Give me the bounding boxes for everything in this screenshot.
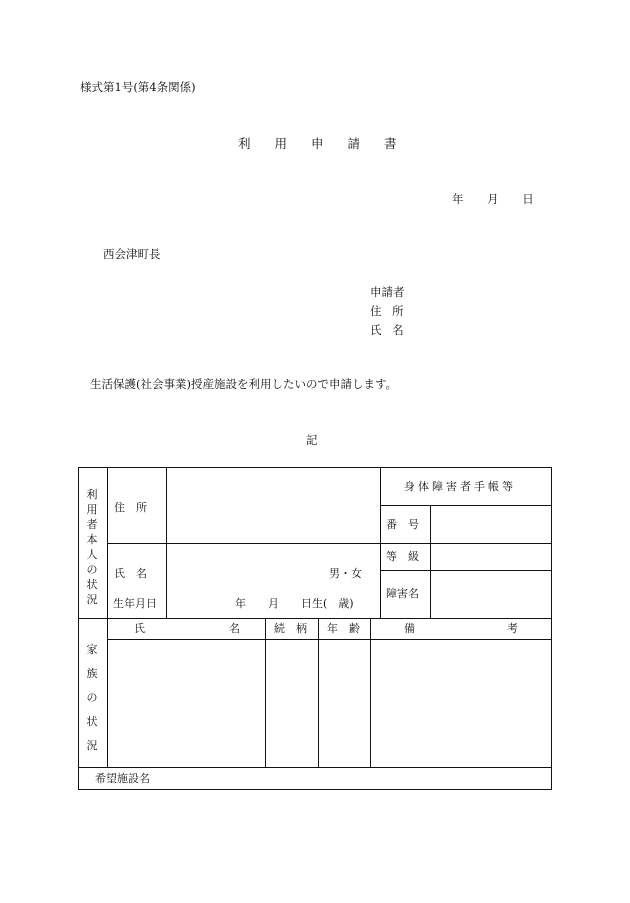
table-border — [551, 467, 552, 790]
name-label: 氏 名 — [114, 567, 147, 580]
number-label: 番 号 — [386, 518, 419, 531]
birthdate-label: 生年月日 — [113, 597, 157, 610]
date-line: 年 月 日 — [452, 192, 534, 206]
table-rule — [265, 618, 266, 767]
table-rule — [107, 618, 108, 767]
table-rule — [78, 767, 552, 768]
applicant-address-label: 住 所 — [370, 304, 404, 318]
handbook-header: 身体障害者手帳等 — [404, 480, 516, 493]
table-border — [78, 789, 552, 790]
family-col-name-left: 氏 — [134, 622, 145, 635]
applicant-label: 申請者 — [370, 285, 405, 299]
gender-label: 男・女 — [329, 567, 362, 580]
applicant-name-label: 氏 名 — [370, 323, 404, 337]
disability-label: 障害名 — [386, 587, 419, 600]
application-statement: 生活保護(社会事業)授産施設を利用したいので申請します。 — [90, 377, 398, 391]
table-rule — [370, 618, 371, 767]
table-rule — [430, 505, 431, 618]
section-user-label: 利用者本人の状況 — [86, 488, 98, 606]
table-rule — [380, 570, 552, 571]
family-col-remarks-left: 備 — [404, 622, 415, 635]
recipient: 西会津町長 — [103, 247, 161, 261]
family-col-remarks-right: 考 — [507, 622, 518, 635]
family-col-name-right: 名 — [229, 622, 240, 635]
ki-mark: 記 — [306, 433, 318, 447]
table-rule — [380, 505, 552, 506]
table-border — [78, 467, 552, 468]
grade-label: 等 級 — [386, 550, 419, 563]
birthdate-format: 年 月 日生( 歳) — [235, 597, 354, 610]
table-rule — [107, 543, 552, 544]
family-col-age: 年 齢 — [327, 622, 360, 635]
document-title: 利用申請書 — [238, 136, 421, 151]
family-col-relation: 続 柄 — [274, 622, 307, 635]
application-table — [78, 467, 552, 790]
desired-facility-label: 希望施設名 — [95, 772, 150, 785]
table-rule — [318, 618, 319, 767]
section-family-label: 家族の状況 — [86, 643, 98, 752]
form-number: 様式第1号(第4条関係) — [80, 80, 196, 94]
table-rule — [107, 639, 552, 640]
address-label: 住 所 — [114, 501, 147, 514]
table-rule — [78, 618, 552, 619]
table-border — [78, 467, 79, 790]
